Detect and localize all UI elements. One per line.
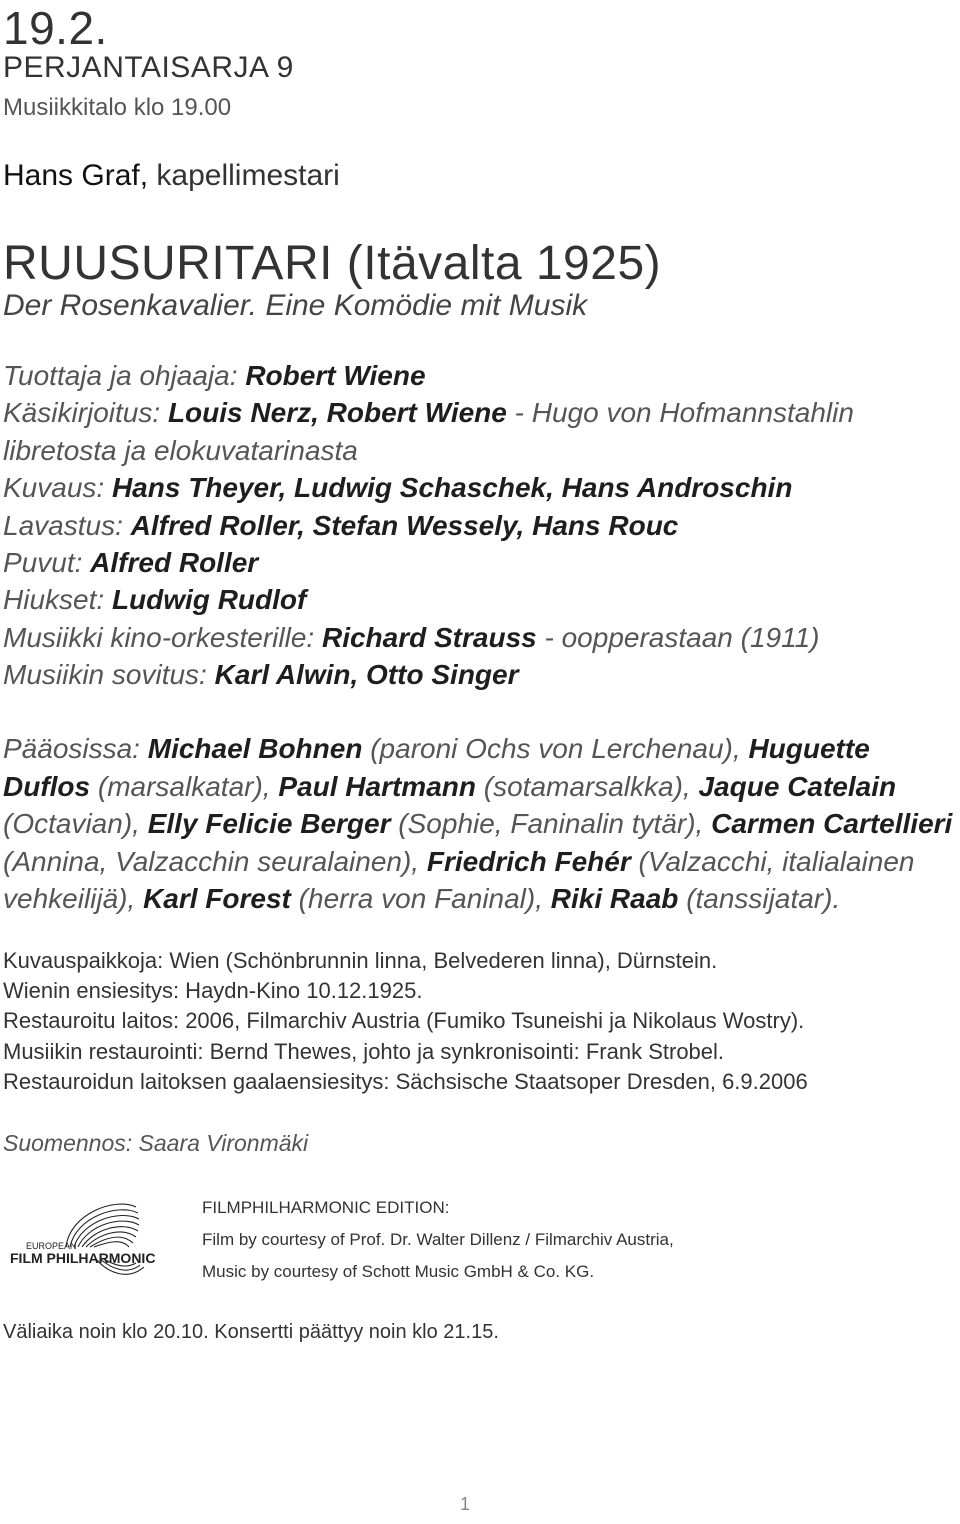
credit-label: Tuottaja ja ohjaaja: <box>3 360 238 391</box>
cast-name: Paul Hartmann <box>278 770 476 802</box>
credit-suffix: - oopperastaan (1911) <box>544 621 820 653</box>
credit-label: Kuvaus: <box>3 472 105 504</box>
logo-swirl-icon <box>8 1195 178 1290</box>
cast-name: Carmen Cartellieri <box>711 808 953 839</box>
edition-line: Film by courtesy of Prof. Dr. Walter Dillenz / Filmarchiv Austria, <box>202 1230 674 1249</box>
info-line: Restauroidun laitoksen gaalaensiesitys: Sächsische Staatsoper Dresden, 6.9.2006 <box>3 1068 808 1094</box>
cast-label: Pääosissa: <box>3 733 140 764</box>
credit-names: Hans Theyer, Ludwig Schaschek, Hans Androschin <box>111 472 793 504</box>
cast-name: Riki Raab <box>550 883 679 914</box>
cast-role: (Octavian), <box>3 808 140 839</box>
credit-line <box>3 394 958 431</box>
credit-names: Richard Strauss <box>321 621 537 653</box>
film-title: RUUSURITARI (Itävalta 1925) <box>3 237 662 290</box>
credit-line <box>3 619 958 656</box>
credit-label: Lavastus: <box>3 509 123 541</box>
credit-names: Robert Wiene <box>245 360 426 391</box>
credit-label: Käsikirjoitus: <box>3 397 161 429</box>
concert-date: 19.2. <box>3 2 108 54</box>
translator-credit: Suomennos: Saara Vironmäki <box>3 1130 309 1156</box>
credit-names: Karl Alwin, Otto Singer <box>214 659 519 691</box>
info-line: Restauroitu laitos: 2006, Filmarchiv Austria (Fumiko Tsuneishi ja Nikolaus Wostry). <box>3 1008 805 1034</box>
cast-name: Jaque Catelain <box>698 770 897 802</box>
conductor-name: Hans Graf, <box>3 159 149 192</box>
cast-role: (marsalkatar), <box>97 770 271 802</box>
original-title: Der Rosenkavalier. Eine Komödie mit Musik <box>3 289 588 322</box>
credit-line <box>3 544 958 581</box>
logo-text-film-philharmonic: FILM PHILHARMONIC <box>10 1250 156 1266</box>
credit-line <box>3 469 958 506</box>
credit-line <box>3 656 958 693</box>
info-line: Wienin ensiesitys: Haydn-Kino 10.12.1925. <box>3 978 423 1004</box>
page-number: 1 <box>460 1494 471 1514</box>
credit-line <box>3 357 958 394</box>
credit-label: Puvut: <box>3 547 83 579</box>
credit-label: Hiukset: <box>3 584 105 616</box>
cast-role: (herra von Faninal), <box>298 883 544 914</box>
credit-names: Alfred Roller, Stefan Wessely, Hans Rouc <box>130 509 679 541</box>
cast-name: Michael Bohnen <box>147 733 363 764</box>
edition-line: Music by courtesy of Schott Music GmbH & Co. KG. <box>202 1262 595 1281</box>
credit-line <box>3 581 958 618</box>
cast-role: (Sophie, Faninalin tytär), <box>398 808 704 839</box>
credit-label: Musiikki kino-orkesterille: <box>3 621 315 653</box>
credit-line <box>3 507 958 544</box>
credit-names: Louis Nerz, Robert Wiene <box>167 397 507 429</box>
production-info <box>3 946 808 1097</box>
cast-role: (Valzacchi, italialainen vehkeilijä), <box>3 845 915 914</box>
intermission-note: Väliaika noin klo 20.10. Konsertti päättyy noin klo 21.15. <box>3 1321 499 1343</box>
cast-role: (tanssijatar). <box>686 883 841 914</box>
credits-block <box>3 357 958 694</box>
edition-credits <box>202 1192 674 1288</box>
cast-role: (sotamarsalkka), <box>483 770 691 802</box>
credit-suffix: - Hugo von Hofmannstahlin <box>514 397 854 429</box>
cast-name: Elly Felicie Berger <box>147 808 391 839</box>
edition-title: FILMPHILHARMONIC EDITION: <box>202 1198 450 1217</box>
cast-name: Friedrich Fehér <box>426 845 631 877</box>
credit-line <box>3 432 958 469</box>
info-line: Musiikin restaurointi: Bernd Thewes, johto ja synkronisointi: Frank Strobel. <box>3 1038 725 1064</box>
cast-name: Karl Forest <box>143 883 291 914</box>
european-film-philharmonic-logo <box>8 1195 178 1290</box>
credit-label: libretosta ja elokuvatarinasta <box>3 434 358 466</box>
info-line: Kuvauspaikkoja: Wien (Schönbrunnin linna, Belvederen linna), Dürnstein. <box>3 948 718 973</box>
cast-role: (Annina, Valzacchin seuralainen), <box>3 845 420 877</box>
cast-name: Huguette Duflos <box>3 733 870 802</box>
cast-block <box>3 730 958 918</box>
logo-text-european: EUROPEAN <box>26 1241 77 1251</box>
credit-names: Ludwig Rudlof <box>111 584 307 616</box>
credit-label: Musiikin sovitus: <box>3 659 207 691</box>
credit-names: Alfred Roller <box>90 547 259 579</box>
venue-time: Musiikkitalo klo 19.00 <box>3 94 232 121</box>
cast-role: (paroni Ochs von Lerchenau), <box>370 733 741 764</box>
conductor-role: kapellimestari <box>156 159 340 192</box>
conductor-line <box>3 158 340 194</box>
concert-series: PERJANTAISARJA 9 <box>3 51 294 84</box>
